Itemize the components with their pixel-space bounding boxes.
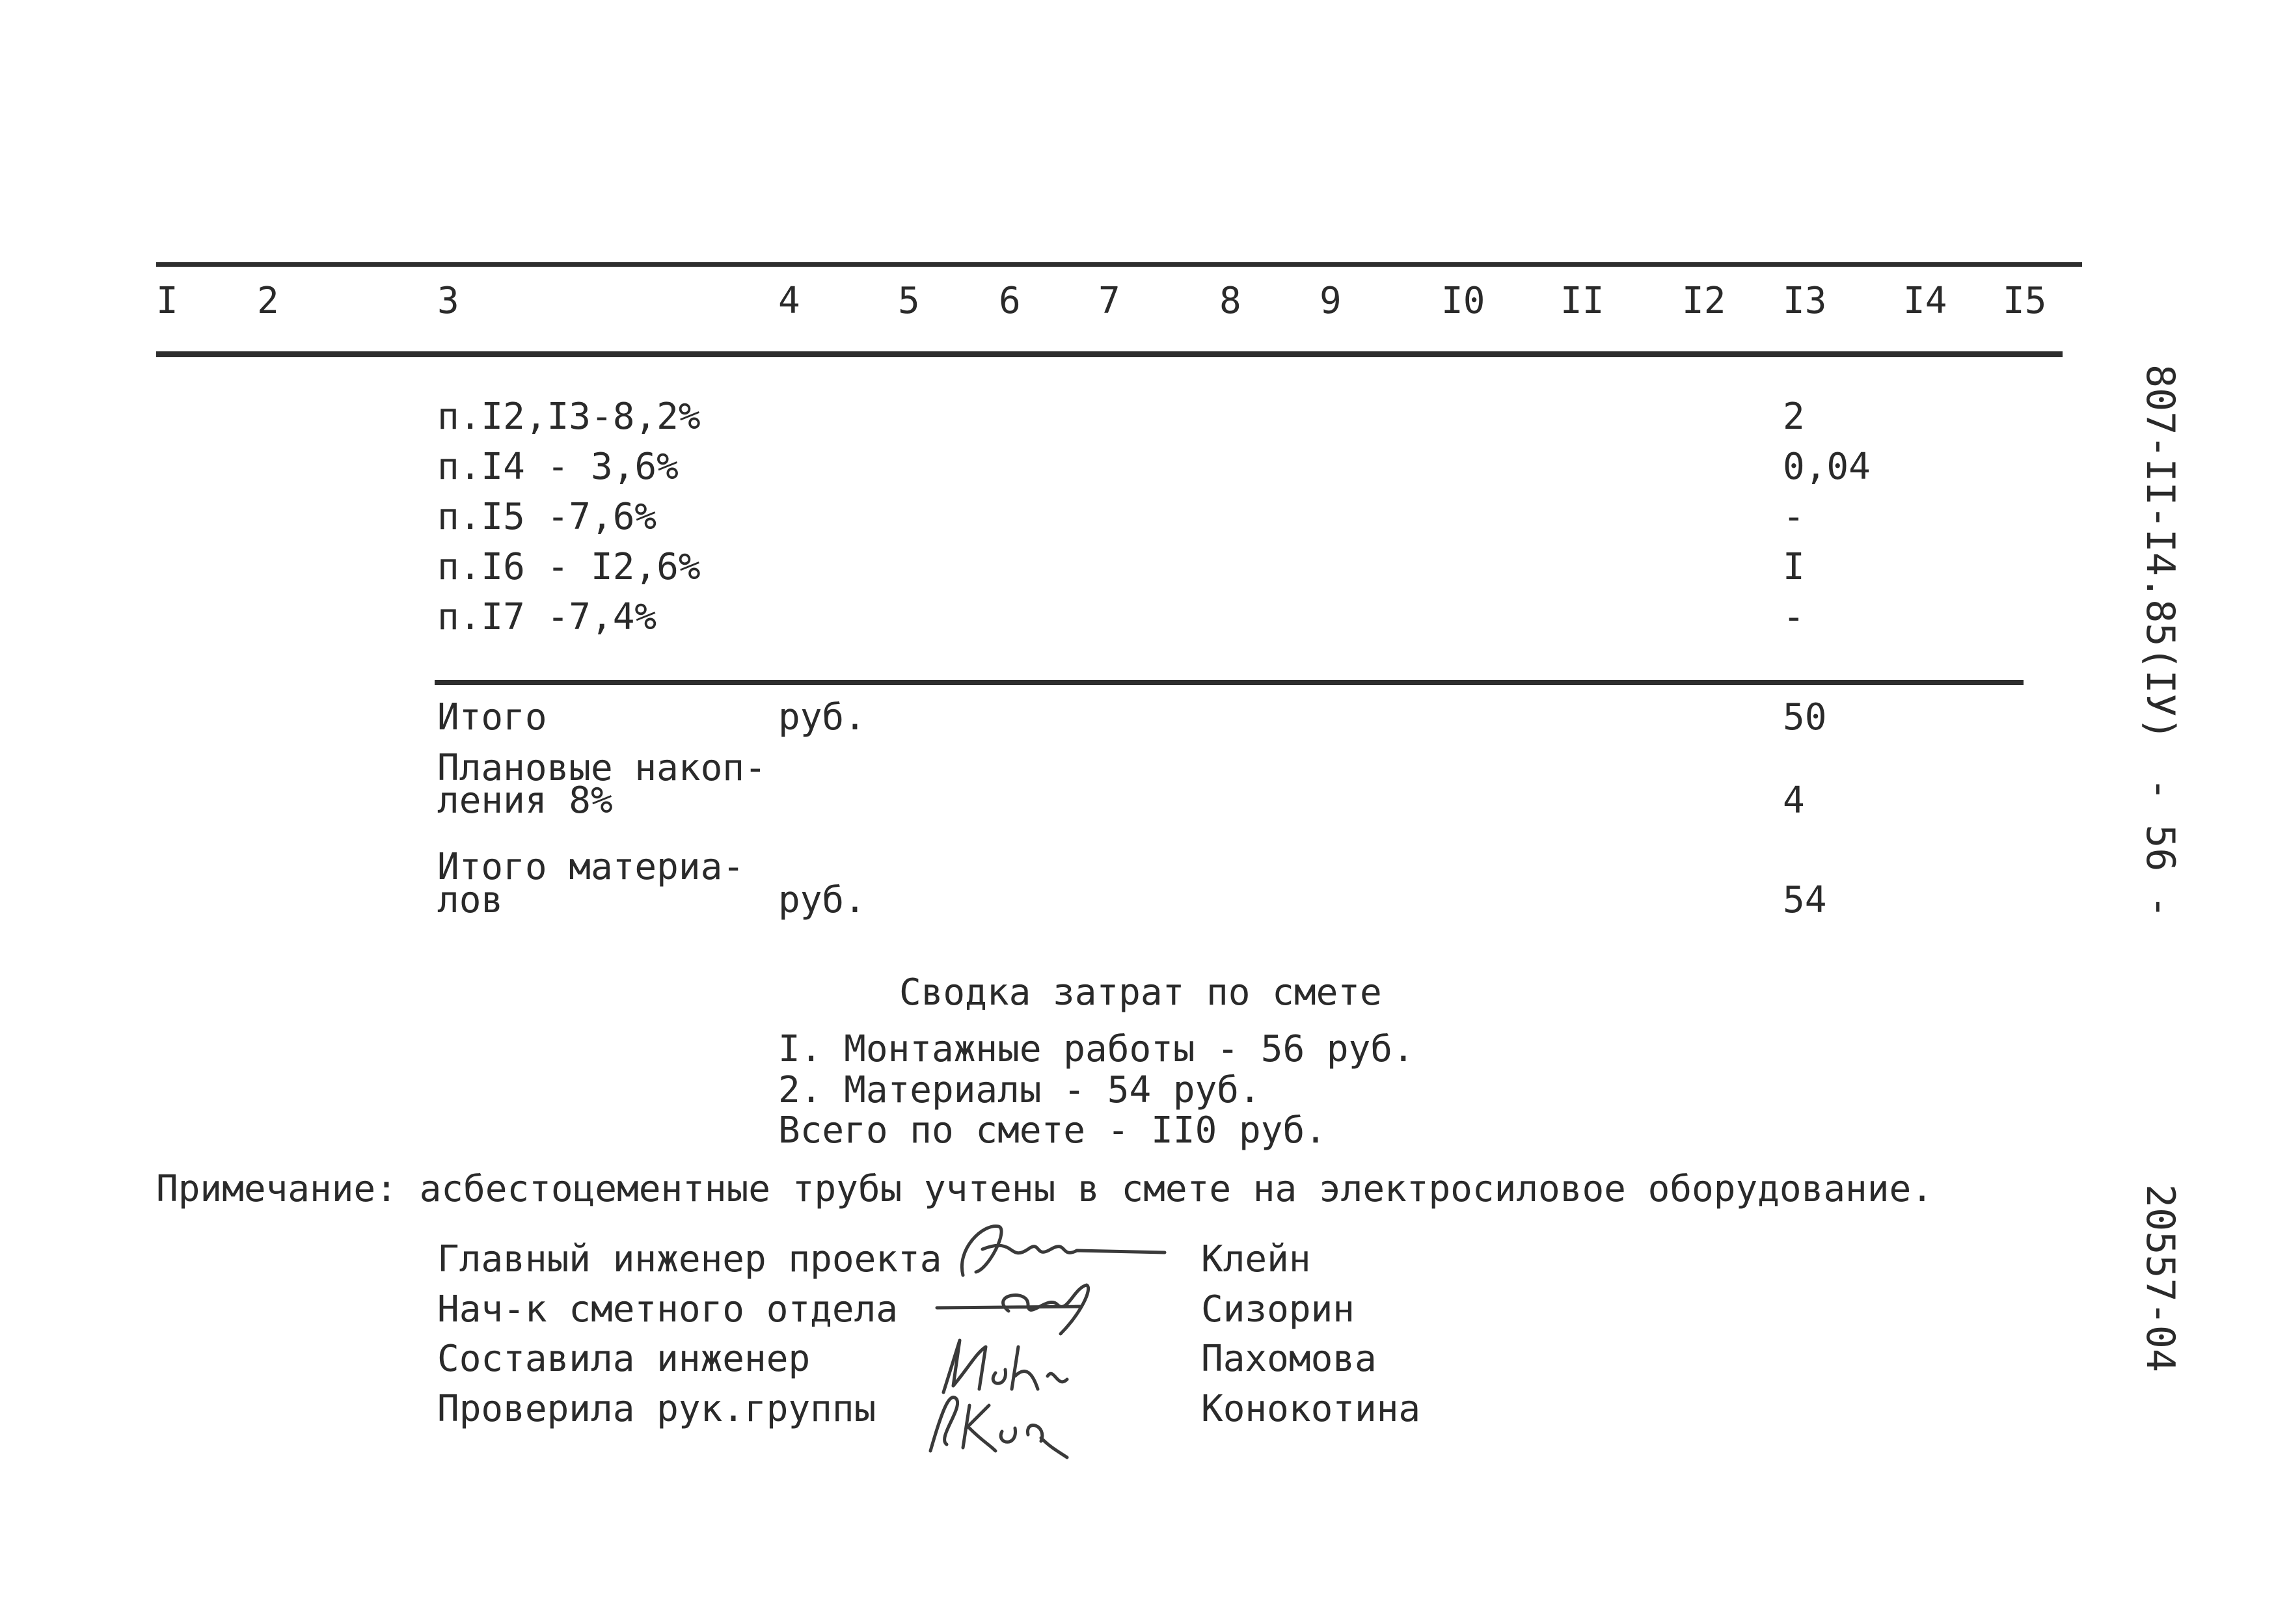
itogo-value: 50 bbox=[1783, 696, 1827, 738]
side-doc-code: 807-II-I4.85(IУ) bbox=[2137, 364, 2183, 740]
plan-label-line1: Плановые накоп- bbox=[437, 747, 766, 789]
row-label: п.I4 - 3,6% bbox=[437, 446, 679, 488]
row-label: п.I5 -7,6% bbox=[437, 496, 657, 538]
header-bottom-rule bbox=[156, 351, 2063, 357]
table-top-rule bbox=[156, 262, 2082, 267]
itogo-unit: руб. bbox=[778, 696, 866, 738]
summary-line-3: Всего по смете - II0 руб. bbox=[778, 1109, 1327, 1152]
itogo-mat-label-line2: лов bbox=[437, 879, 504, 921]
column-number-7: 7 bbox=[1098, 280, 1120, 322]
itogo-mat-value: 54 bbox=[1783, 879, 1827, 921]
column-number-6: 6 bbox=[999, 280, 1021, 322]
note: Примечание: асбестоцементные трубы учтены в смете на электросиловое оборудование. bbox=[156, 1168, 1933, 1210]
column-number-9: 9 bbox=[1320, 280, 1342, 322]
column-number-10: I0 bbox=[1441, 280, 1485, 322]
column-number-13: I3 bbox=[1783, 280, 1827, 322]
subtotal-rule bbox=[435, 680, 2024, 685]
signature-name: Пахомова bbox=[1201, 1338, 1377, 1380]
column-number-15: I5 bbox=[2003, 280, 2047, 322]
itogo-mat-unit: руб. bbox=[778, 879, 866, 921]
column-number-1: I bbox=[156, 280, 178, 322]
column-number-14: I4 bbox=[1903, 280, 1947, 322]
signature-name: Конокотина bbox=[1201, 1388, 1421, 1430]
plan-value: 4 bbox=[1783, 779, 1805, 822]
side-page-number: - 56 - bbox=[2137, 778, 2183, 919]
row-label: п.I7 -7,4% bbox=[437, 596, 657, 638]
column-number-5: 5 bbox=[898, 280, 920, 322]
signature-name: Клейн bbox=[1201, 1238, 1311, 1280]
row-value: - bbox=[1783, 596, 1805, 638]
summary-line-1: I. Монтажные работы - 56 руб. bbox=[778, 1028, 1415, 1070]
itogo-mat-label-line1: Итого материа- bbox=[437, 846, 745, 888]
itogo-label: Итого bbox=[437, 696, 547, 738]
signature-konokotina bbox=[911, 1379, 1080, 1464]
column-number-2: 2 bbox=[257, 280, 279, 322]
row-label: п.I6 - I2,6% bbox=[437, 546, 701, 588]
column-number-12: I2 bbox=[1682, 280, 1726, 322]
row-value: 0,04 bbox=[1783, 446, 1871, 488]
row-label: п.I2,I3-8,2% bbox=[437, 396, 701, 438]
column-number-3: 3 bbox=[437, 280, 459, 322]
summary-title: Сводка затрат по смете bbox=[899, 971, 1382, 1014]
column-number-11: II bbox=[1560, 280, 1605, 322]
plan-label-line2: ления 8% bbox=[437, 779, 613, 822]
row-value: I bbox=[1783, 546, 1805, 588]
signature-name: Сизорин bbox=[1201, 1288, 1355, 1331]
side-inventory-number: 20557-04 bbox=[2137, 1184, 2183, 1372]
signature-role: Составила инженер bbox=[437, 1338, 811, 1380]
row-value: 2 bbox=[1783, 396, 1805, 438]
column-number-8: 8 bbox=[1219, 280, 1241, 322]
summary-line-2: 2. Материалы - 54 руб. bbox=[778, 1069, 1261, 1111]
column-number-4: 4 bbox=[778, 280, 800, 322]
signature-role: Главный инженер проекта bbox=[437, 1238, 942, 1280]
row-value: - bbox=[1783, 496, 1805, 538]
signature-role: Проверила рук.группы bbox=[437, 1388, 876, 1430]
signature-role: Нач-к сметного отдела bbox=[437, 1288, 899, 1331]
